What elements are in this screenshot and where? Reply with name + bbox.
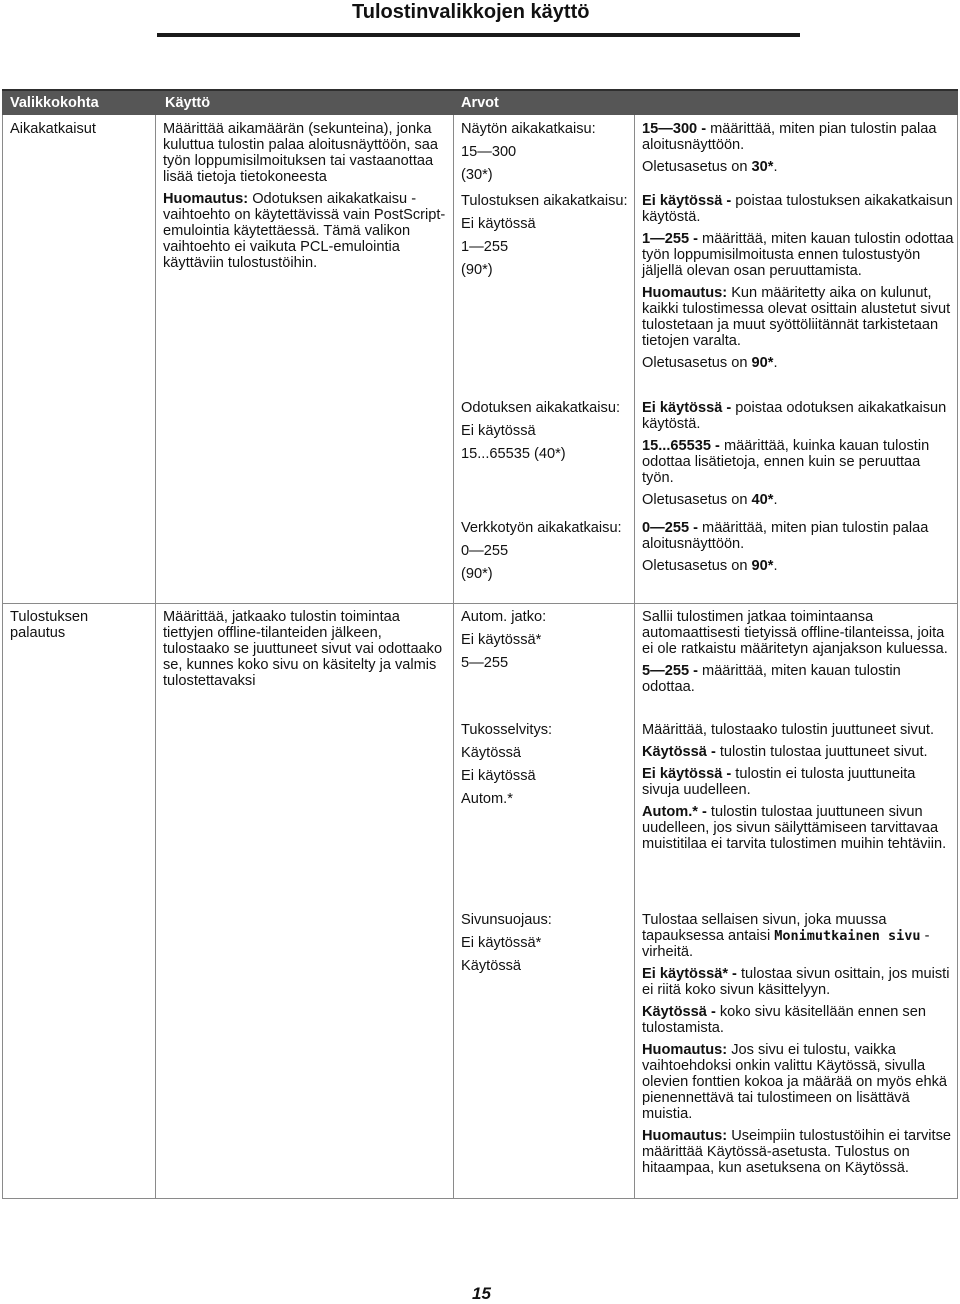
desc-text: tulostin tulostaa juuttuneet sivut. (715, 744, 928, 760)
values-auto-continue (461, 609, 631, 678)
desc-text: tulostin tulostaa juuttuneen sivun uudelleen, jos sivun säilyttämiseen tarvittavaa muistitilaa ei tarvita tulostimen muihin tehtäviin. (642, 804, 947, 852)
value-option: 15—300 (461, 144, 517, 160)
usage-print-recovery (163, 609, 448, 695)
desc-line (642, 193, 954, 225)
header-usage: Käyttö (165, 95, 211, 111)
desc-text: poistaa tulostuksen aikakatkaisun käytöstä. (642, 193, 953, 225)
usage-note (163, 191, 448, 271)
values-display-timeout (461, 121, 631, 190)
desc-bold: Autom.* - (642, 804, 707, 820)
desc-text: . (773, 355, 778, 371)
row-divider (2, 603, 958, 604)
desc-network-timeout (642, 520, 954, 580)
desc-text: Kun määritetty aika on kulunut, kaikki tulostimessa olevat osittain alustetut sivut tulostetaan ja muut syöttöliitännät tarkistetaan tietojen varalta. (642, 285, 951, 349)
desc-text: koko sivu käsitellään ennen sen tulostamista. (642, 1004, 926, 1036)
value-option: 5—255 (461, 655, 509, 671)
column-divider (155, 115, 156, 1199)
desc-text: Oletusasetus on (642, 355, 752, 371)
table-border-right (957, 115, 958, 1199)
menu-item-timeouts: Aikakatkaisut (10, 121, 96, 137)
header-menu-item: Valikkokohta (10, 95, 99, 111)
value-option: Käytössä (461, 958, 522, 974)
desc-line (642, 492, 954, 508)
desc-line (642, 231, 954, 279)
desc-bold: Ei käytössä - (642, 766, 732, 782)
page-title: Tulostinvalikkojen käyttö (352, 1, 590, 23)
desc-text: Sallii tulostimen jatkaa toimintaansa automaattisesti tietyissä offline-tilanteissa, joita ei ole ratkaistu määritetyn ajanjakson kuluessa. (642, 609, 948, 657)
desc-line (642, 1042, 954, 1122)
page-header (0, 0, 960, 40)
desc-line (642, 400, 954, 432)
desc-bold: 30* (751, 159, 774, 175)
desc-line (642, 609, 954, 657)
desc-text: Oletusasetus on (642, 159, 752, 175)
desc-text: -virheitä. (642, 928, 930, 960)
desc-text: Oletusasetus on (642, 558, 752, 574)
usage-text: Määrittää aikamäärän (sekunteina), jonka kuluttua tulostin palaa aloitusnäyttöön, saa työn loppumisilmoituksen tai vastaanottaa lisää tietoja tietokoneesta (163, 121, 439, 185)
desc-line (642, 438, 954, 486)
value-label: Odotuksen aikakatkaisu: (461, 400, 620, 416)
value-label: Näytön aikakatkaisu: (461, 121, 596, 137)
desc-display-timeout (642, 121, 954, 181)
desc-text: . (773, 159, 778, 175)
desc-line (642, 804, 954, 852)
desc-line (642, 285, 954, 349)
title-rule (157, 33, 800, 37)
desc-line (642, 966, 954, 998)
desc-text: määrittää, miten pian tulostin palaa aloitusnäyttöön. (642, 121, 937, 153)
desc-text: poistaa odotuksen aikakatkaisun käytöstä. (642, 400, 947, 432)
desc-text: määrittää, kuinka kauan tulostin odottaa lisätietoja, ennen kuin se peruuttaa työn. (642, 438, 930, 486)
desc-text: määrittää, miten kauan tulostin odottaa. (642, 663, 901, 695)
value-option: Ei käytössä (461, 768, 536, 784)
desc-text: tulostin ei tulosta juuttuneita sivuja uudelleen. (642, 766, 916, 798)
desc-bold: 90* (751, 558, 774, 574)
value-label: Autom. jatko: (461, 609, 547, 625)
table-border-left (2, 115, 3, 1199)
desc-bold: Huomautus: (642, 1128, 728, 1144)
desc-bold: 5—255 - (642, 663, 698, 679)
page-number: 15 (472, 1284, 491, 1303)
desc-bold: 0—255 - (642, 520, 698, 536)
desc-line (642, 766, 954, 798)
value-label: Tukosselvitys: (461, 722, 553, 738)
desc-text: . (773, 558, 778, 574)
value-label: Verkkotyön aikakatkaisu: (461, 520, 622, 536)
desc-text: Useimpiin tulostustöihin ei tarvitse määrittää Käytössä-asetusta. Tulostus on hitaampaa, kun asetuksena on Käytössä. (642, 1128, 952, 1176)
desc-bold: 15...65535 - (642, 438, 720, 454)
desc-line (642, 520, 954, 552)
desc-text: määrittää, miten pian tulostin palaa aloitusnäyttöön. (642, 520, 929, 552)
desc-text: Oletusasetus on (642, 492, 752, 508)
value-option: 0—255 (461, 543, 509, 559)
desc-text: Määrittää, tulostaako tulostin juuttuneet sivut. (642, 722, 935, 738)
desc-text: Tulostaa sellaisen sivun, joka muussa tapauksessa antaisi (642, 912, 887, 944)
desc-jam-recovery (642, 722, 954, 858)
desc-text: tulostaa sivun osittain, jos muisti ei riitä koko sivun käsittelyyn. (642, 966, 950, 998)
values-jam-recovery (461, 722, 631, 814)
usage-timeouts (163, 121, 448, 277)
desc-line (642, 722, 954, 738)
value-option: Ei käytössä* (461, 935, 542, 951)
desc-text: Jos sivu ei tulostu, vaikka vaihtoehdoksi onkin valittu Käytössä, sivulla olevien fonttien kokoa ja määrää on myös ehkä pienennettävä tai tulostimeen on lisättävä muistia. (642, 1042, 948, 1122)
desc-bold: Ei käytössä - (642, 193, 732, 209)
desc-text: määrittää, miten kauan tulostin odottaa työn loppumisilmoitusta ennen tulostustyön jäljellä olevan osan peruuttamista. (642, 231, 954, 279)
value-option: (90*) (461, 262, 493, 278)
desc-line (642, 558, 954, 574)
value-option: 15...65535 (40*) (461, 446, 566, 462)
desc-line (642, 355, 954, 371)
desc-line (642, 1128, 954, 1176)
value-option: (90*) (461, 566, 493, 582)
value-option: Ei käytössä (461, 216, 536, 232)
desc-text: . (773, 492, 778, 508)
desc-bold: Ei käytössä - (642, 400, 732, 416)
value-option: Ei käytössä* (461, 632, 542, 648)
desc-wait-timeout (642, 400, 954, 514)
values-network-timeout (461, 520, 631, 589)
desc-line (642, 912, 954, 960)
value-option: Ei käytössä (461, 423, 536, 439)
values-wait-timeout (461, 400, 631, 469)
error-message-text: Monimutkainen sivu (774, 928, 921, 944)
value-option: (30*) (461, 167, 493, 183)
usage-text: Määrittää, jatkaako tulostin toimintaa tiettyjen offline-tilanteiden jälkeen, tulostaako se juuttuneet sivut vai odottaako se, kunnes koko sivu on käsitelty ja valmis tulostettavaksi (163, 609, 443, 689)
value-label: Tulostuksen aikakatkaisu: (461, 193, 628, 209)
desc-line (642, 663, 954, 695)
desc-bold: 1—255 - (642, 231, 698, 247)
desc-bold: Ei käytössä* - (642, 966, 737, 982)
value-option: Autom.* (461, 791, 513, 807)
desc-page-protect (642, 912, 954, 1182)
desc-line (642, 744, 954, 760)
note-text: Odotuksen aikakatkaisu -vaihtoehto on käytettävissä vain PostScript-emulointia käytettäessä. Tämä valikon vaihtoehto ei vaikuta PCL-emulointia käyttäviin tulostustöihin. (163, 191, 446, 271)
column-divider (634, 115, 635, 1199)
desc-bold: 40* (751, 492, 774, 508)
desc-line (642, 121, 954, 153)
header-values: Arvot (461, 95, 499, 111)
desc-bold: 90* (751, 355, 774, 371)
desc-line (642, 159, 954, 175)
value-option: Käytössä (461, 745, 522, 761)
desc-bold: Huomautus: (642, 285, 728, 301)
desc-auto-continue (642, 609, 954, 701)
desc-line (642, 1004, 954, 1036)
table-border-bottom (2, 1198, 958, 1199)
desc-bold: Käytössä - (642, 1004, 716, 1020)
desc-bold: Huomautus: (642, 1042, 728, 1058)
value-option: 1—255 (461, 239, 509, 255)
menu-item-print-recovery: Tulostuksen palautus (10, 609, 89, 641)
values-page-protect (461, 912, 631, 981)
note-label: Huomautus: (163, 191, 249, 207)
value-label: Sivunsuojaus: (461, 912, 552, 928)
values-print-timeout (461, 193, 631, 285)
table-header (2, 89, 958, 115)
desc-bold: Käytössä - (642, 744, 716, 760)
column-divider (453, 115, 454, 1199)
desc-bold: 15—300 - (642, 121, 707, 137)
desc-print-timeout (642, 193, 954, 377)
